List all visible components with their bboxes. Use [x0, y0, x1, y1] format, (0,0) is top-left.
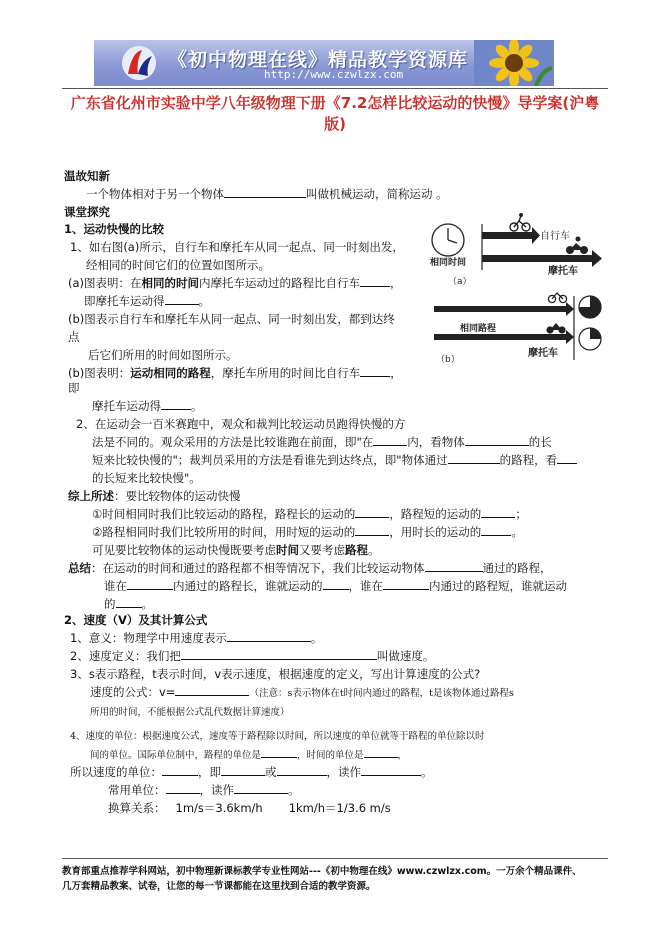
conclusion-line3: 的 。: [104, 597, 153, 611]
footer-rule: [62, 858, 608, 859]
summary-line1: ①时间相同时我们比较运动的路程，路程长的运动的 ，路程短的运动的 ；: [92, 507, 527, 521]
bike-label-a: 自行车: [540, 231, 570, 242]
q1-a-line: (a)图表明：在相同的时间内摩托车运动过的路程比自行车 ，: [68, 276, 402, 290]
review-heading: 温故知新: [64, 169, 110, 183]
q1-b-line2: 后它们所用的时间如图所示。: [88, 348, 238, 362]
section2-heading: 2、速度（V）及其计算公式: [64, 613, 208, 627]
motorcycle-icon-b: [546, 323, 565, 334]
speed-unit-line3: 所以速度的单位： ，即 或 ，读作 。: [70, 765, 433, 779]
speed-formula-line: 速度的公式：v= （注意：s表示物体在t时间内通过的路程，t是该物体通过路程s: [90, 685, 514, 699]
q2-line1: 2、在运动会一百米赛跑中，观众和裁判比较运动员跑得快慢的方: [76, 417, 406, 431]
speed-unit-line2: 间的单位。国际单位制中，路程的单位是 ，时间的单位是 ，: [90, 746, 407, 761]
q2-line3: 短来比较快慢的"；裁判员采用的方法是看谁先到达终点，即"物体通过 的路程，看: [92, 452, 577, 468]
clock-icon: [432, 224, 464, 256]
figure-tag-b: （b）: [436, 355, 460, 365]
banner-title: 《初中物理在线》精品教学资源库: [168, 49, 469, 71]
q2-line4: 的长短来比较快慢"。: [92, 471, 201, 485]
speed-unit-line1: 4、速度的单位：根据速度公式，速度等于路程除以时间，所以速度的单位就等于路程的单位除以时: [70, 731, 485, 742]
review-line: 一个物体相对于另一个物体 叫做机械运动，简称运动 。: [86, 187, 448, 201]
speed-formula-note: 所用的时间，不能根据公式乱代数据计算速度）: [90, 707, 290, 718]
q1-line1: 1、如右图(a)所示，自行车和摩托车从同一起点、同一时刻出发，: [70, 240, 404, 254]
banner-url: http://www.czwlzx.com: [264, 68, 404, 81]
summary-line3: 可见要比较物体的运动快慢既要考虑时间又要考虑路程。: [92, 543, 380, 557]
same-distance-label: 相同路程: [460, 324, 497, 334]
clock-icon-b1: [579, 296, 601, 318]
moto-label-b: 摩托车: [528, 348, 558, 359]
q1-b-line1b: 点: [68, 330, 80, 344]
q1-line2: 经相同的时间它们的位置如图所示。: [86, 258, 270, 272]
header-rule: [62, 88, 608, 89]
q1-b2-line2: 即: [68, 381, 80, 395]
footer-line1: 教育部重点推荐学科网站，初中物理新课标教学专业性网站---《初中物理在线》www.czwlzx.com。一万余个精品课件、: [62, 866, 582, 877]
conclusion-line2: 谁在 内通过的路程长，谁就运动的 ，谁在 内通过的路程短，谁就运动: [104, 579, 567, 593]
q1-b2-line3: 摩托车运动得 。: [92, 399, 203, 413]
q1-a-line2: 即摩托车运动得 。: [84, 294, 210, 308]
clock-icon-b2: [579, 328, 601, 350]
conversion-line: 换算关系： 1m/s＝3.6km/h 1km/h＝1/3.6 m/s: [108, 801, 391, 815]
figure-tag-a: （a）: [448, 277, 472, 287]
same-time-label: 相同时间: [430, 258, 467, 268]
speed-definition: 2、速度定义：我们把 叫做速度。: [70, 649, 435, 663]
site-logo-icon: [120, 44, 158, 82]
bicycle-icon-b: [548, 293, 566, 303]
q1-b2-line: (b)图表明：运动相同的路程，摩托车所用的时间比自行车 ，: [68, 366, 402, 380]
summary-line2: ②路程相同时我们比较所用的时间，用时短的运动的 ，用时长的运动的 。: [92, 525, 523, 539]
speed-formula-question: 3、s表示路程，t表示时间，v表示速度，根据速度的定义，写出计算速度的公式?: [70, 667, 481, 681]
moto-label-a: 摩托车: [548, 266, 578, 277]
footer-line2: 几万套精品教案、试卷，让您的每一节课都能在这里找到合适的教学资源。: [62, 881, 376, 892]
explore-heading: 课堂探究: [64, 205, 110, 219]
bicycle-icon: [510, 213, 530, 231]
conclusion-line1: 总结：在运动的时间和通过的路程都不相等情况下，我们比较运动物体 通过的路程，: [68, 561, 552, 575]
q2-line2: 法是不同的。观众采用的方法是比较谁跑在前面，即"在 内，看物体 的长: [92, 435, 552, 449]
footer-text: [62, 864, 608, 894]
document-title: 广东省化州市实验中学八年级物理下册《7.2怎样比较运动的快慢》导学案(沪粤版): [70, 94, 600, 133]
summary-heading: 综上所述：要比较物体的运动快慢: [68, 489, 241, 503]
q1-b-line1: (b)图表示自行车和摩托车从同一起点、同一时刻出发，都到达终: [68, 312, 395, 326]
section1-heading: 1、运动快慢的比较: [64, 222, 165, 236]
sunflower-icon: [474, 40, 554, 86]
motion-comparison-figure: [430, 210, 605, 370]
common-unit-line: 常用单位： ，读作 。: [108, 783, 300, 797]
speed-meaning: 1、意义：物理学中用速度表示 。: [70, 631, 323, 645]
header-banner: [94, 40, 554, 86]
